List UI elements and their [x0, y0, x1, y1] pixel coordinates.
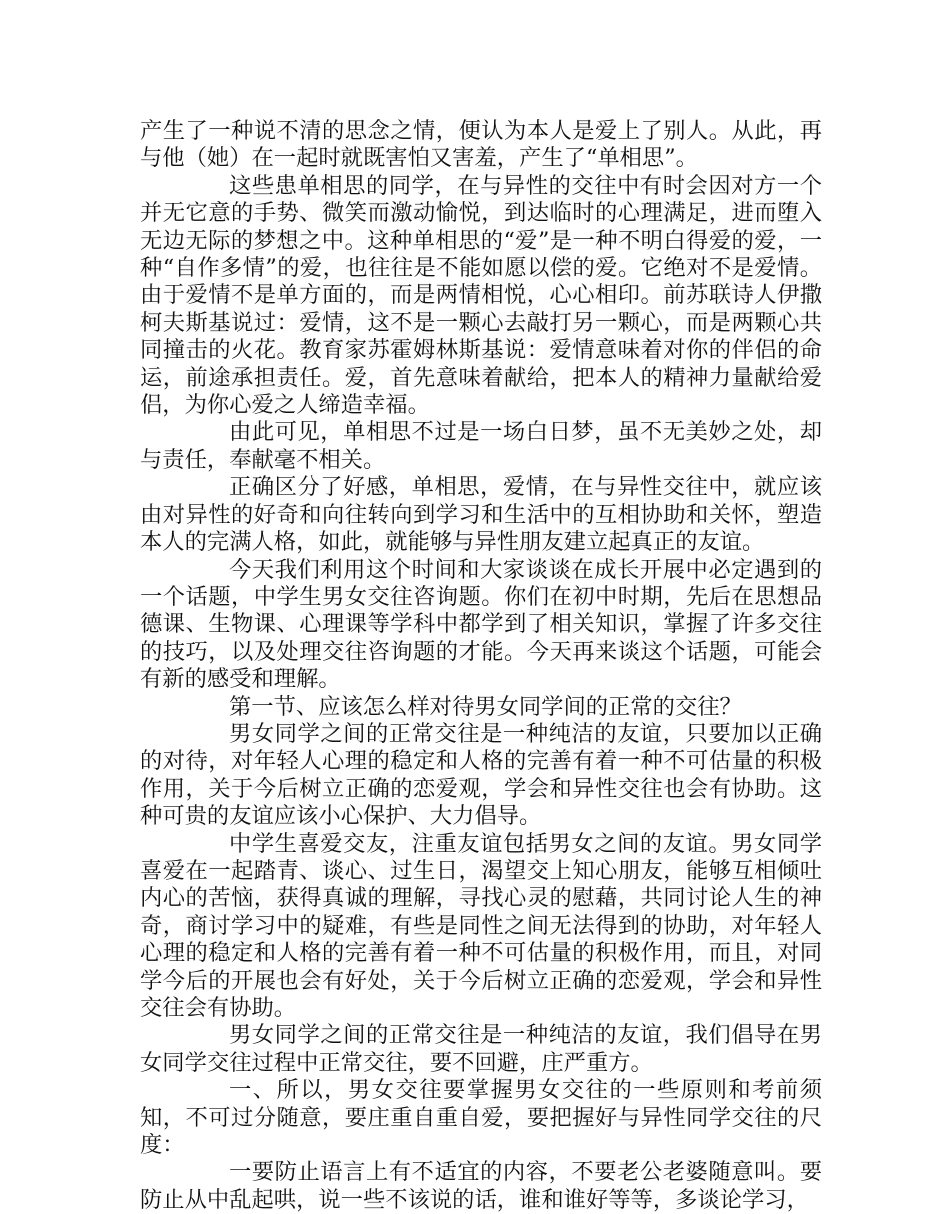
body-text — [140, 118, 822, 1214]
paragraph: 一要防止语言上有不适宜的内容，不要老公老婆随意叫。要防止从中乱起哄，说一些不该说的话，谁和谁好等等，多谈论学习， — [140, 1159, 822, 1213]
paragraph: 中学生喜爱交友，注重友谊包括男女之间的友谊。男女同学喜爱在一起踏青、谈心、过生日，渴望交上知心朋友，能够互相倾吐内心的苦恼，获得真诚的理解，寻找心灵的慰藉，共同讨论人生的神奇，商讨学习中的疑难，有些是同性之间无法得到的协助，对年轻人心理的稳定和人格的完善有着一种不可估量的积极作用，而且，对同学今后的开展也会有好处，关于今后树立正确的恋爱观，学会和异性交往会有协助。 — [140, 830, 822, 1021]
paragraph: 今天我们利用这个时间和大家谈谈在成长开展中必定遇到的一个话题，中学生男女交往咨询题。你们在初中时期，先后在思想品德课、生物课、心理课等学科中都学到了相关知识，掌握了许多交往的技巧，以及处理交往咨询题的才能。今天再来谈这个话题，可能会有新的感受和理解。 — [140, 556, 822, 693]
paragraph: 这些患单相思的同学，在与异性的交往中有时会因对方一个并无它意的手势、微笑而激动愉悦，到达临时的心理满足，进而堕入无边无际的梦想之中。这种单相思的“爱”是一种不明白得爱的爱，一种“自作多情”的爱，也往往是不能如愿以偿的爱。它绝对不是爱情。由于爱情不是单方面的，而是两情相悦，心心相印。前苏联诗人伊撒柯夫斯基说过：爱情，这不是一颗心去敲打另一颗心，而是两颗心共同撞击的火花。教育家苏霍姆林斯基说：爱情意味着对你的伴侣的命运，前途承担责任。爱，首先意味着献给，把本人的精神力量献给爱侣，为你心爱之人缔造幸福。 — [140, 172, 822, 419]
paragraph: 一、所以，男女交往要掌握男女交往的一些原则和考前须知，不可过分随意，要庄重自重自爱，要把握好与异性同学交往的尺度： — [140, 1077, 822, 1159]
paragraph: 正确区分了好感，单相思，爱情，在与异性交往中，就应该由对异性的好奇和向往转向到学习和生活中的互相协助和关怀，塑造本人的完满人格，如此，就能够与异性朋友建立起真正的友谊。 — [140, 474, 822, 556]
paragraph: 男女同学之间的正常交往是一种纯洁的友谊，我们倡导在男女同学交往过程中正常交往，要不回避，庄严重方。 — [140, 1022, 822, 1076]
paragraph: 产生了一种说不清的思念之情，便认为本人是爱上了别人。从此，再与他（她）在一起时就既害怕又害羞，产生了“单相思”。 — [140, 118, 822, 172]
section-heading: 第一节、应该怎么样对待男女同学间的正常的交往？ — [229, 693, 742, 720]
paragraph: 男女同学之间的正常交往是一种纯洁的友谊，只要加以正确的对待，对年轻人心理的稳定和人格的完善有着一种不可估量的积极作用，关于今后树立正确的恋爱观，学会和异性交往也会有协助。这种可贵的友谊应该小心保护、大力倡导。 — [140, 720, 822, 830]
paragraph: 由此可见，单相思不过是一场白日梦，虽不无美妙之处，却与责任，奉献毫不相关。 — [140, 419, 822, 473]
